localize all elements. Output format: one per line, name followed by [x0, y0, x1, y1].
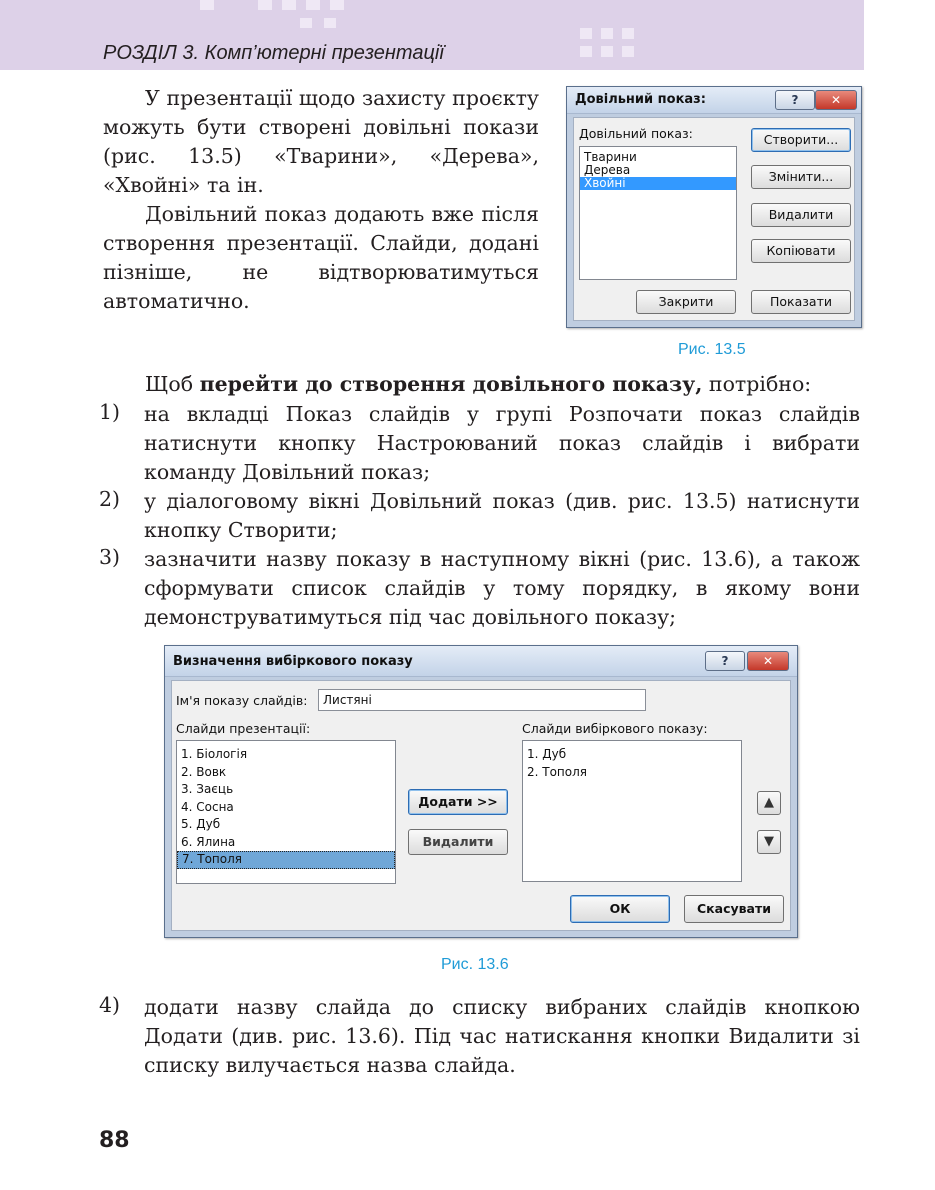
custom-show-label: Довільний показ:: [579, 126, 693, 141]
decor-square: [324, 18, 336, 28]
dialog-titlebar: [165, 646, 797, 677]
custom-show-dialog: [566, 86, 862, 328]
copy-button[interactable]: Копіювати: [751, 239, 851, 263]
list-item[interactable]: 1. Біологія: [181, 747, 248, 761]
step-1-text: на вкладці Показ слайдів у групі Розпочати показ слайдів натиснути кнопку Настроюваний показ слайдів і вибрати команду Довільний показ;: [144, 402, 860, 484]
show-name-input[interactable]: Листяні: [318, 689, 646, 711]
list-item[interactable]: Дерева: [584, 163, 631, 177]
move-up-icon[interactable]: ▲: [757, 791, 781, 815]
figure-caption-13-6: Рис. 13.6: [441, 956, 509, 973]
decor-square: [622, 28, 634, 39]
remove-button[interactable]: Видалити: [408, 829, 508, 855]
show-button[interactable]: Показати: [751, 290, 851, 314]
custom-show-slides-list[interactable]: [522, 740, 742, 882]
list-item[interactable]: 2. Вовк: [181, 764, 227, 779]
list-item-selected[interactable]: Хвойні: [580, 177, 736, 190]
intro-paragraph-2: Довільний показ додають вже після створення презентації. Слайди, додані пізніше, не відтворюватимуться автоматично.: [103, 202, 539, 313]
ok-button[interactable]: ОК: [570, 895, 670, 923]
steps-intro: Щоб перейти до створення довільного показу, потрібно:: [145, 372, 812, 396]
decor-square: [200, 0, 214, 10]
list-item[interactable]: 6. Ялина: [181, 834, 236, 849]
close-button[interactable]: Закрити: [636, 290, 736, 314]
step-3-text: зазначити назву показу в наступному вікні (рис. 13.6), а також сформувати список слайдів у тому порядку, в якому вони демонструватимуться під час довільного показу;: [144, 547, 860, 629]
edit-button[interactable]: Змінити...: [751, 165, 851, 189]
decor-square: [306, 0, 320, 10]
step-number: 2): [99, 487, 121, 511]
list-item[interactable]: 4. Сосна: [181, 799, 234, 814]
dialog-title: Визначення вибіркового показу: [173, 654, 413, 669]
list-item-selected[interactable]: 7. Тополя: [177, 851, 395, 869]
help-button[interactable]: ?: [775, 90, 815, 110]
presentation-slides-list[interactable]: [176, 740, 396, 884]
cancel-button[interactable]: Скасувати: [684, 895, 784, 923]
step-2-text: у діалоговому вікні Довільний показ (див. рис. 13.5) натиснути кнопку Створити;: [144, 489, 860, 542]
presentation-slides-label: Слайди презентації:: [176, 721, 311, 736]
close-window-button[interactable]: ✕: [747, 651, 789, 671]
define-custom-show-dialog: [164, 645, 798, 938]
step-number: 4): [99, 993, 121, 1017]
step-number: 1): [99, 400, 121, 424]
decor-square: [282, 0, 296, 10]
figure-caption-13-5: Рис. 13.5: [678, 341, 746, 358]
help-button[interactable]: ?: [705, 651, 745, 671]
list-item[interactable]: Тварини: [584, 150, 637, 164]
close-window-button[interactable]: ✕: [815, 90, 857, 110]
decor-square: [622, 46, 634, 57]
dialog-titlebar: [567, 87, 861, 114]
decor-square: [258, 0, 272, 10]
page-number: 88: [99, 1128, 130, 1153]
list-item[interactable]: 5. Дуб: [181, 817, 221, 831]
custom-show-slides-label: Слайди вибіркового показу:: [522, 721, 708, 736]
chapter-title: РОЗДІЛ 3. Комп’ютерні презентації: [103, 42, 444, 64]
decor-square: [330, 0, 344, 10]
create-button[interactable]: Створити...: [751, 128, 851, 152]
move-down-icon[interactable]: ▼: [757, 830, 781, 854]
decor-square: [601, 28, 613, 39]
delete-button[interactable]: Видалити: [751, 203, 851, 227]
step-number: 3): [99, 545, 121, 569]
show-name-label: Ім'я показу слайдів:: [176, 693, 308, 708]
step-4-text: додати назву слайда до списку вибраних слайдів кнопкою Додати (див. рис. 13.6). Під час натискання кнопки Видалити зі списку вилучається назва слайда.: [144, 995, 860, 1077]
intro-paragraph-1: У презентації щодо захисту проєкту можуть бути створені довільні покази (рис. 13.5) «Тварини», «Дерева», «Хвойні» та ін.: [103, 86, 539, 197]
decor-square: [580, 46, 592, 57]
add-button[interactable]: Додати >>: [408, 789, 508, 815]
dialog-title: Довільний показ:: [575, 92, 706, 107]
decor-square: [601, 46, 613, 57]
list-item[interactable]: 2. Тополя: [527, 764, 588, 779]
custom-show-list[interactable]: [579, 146, 737, 280]
decor-square: [300, 18, 312, 28]
list-item[interactable]: 3. Заєць: [181, 782, 234, 796]
decor-square: [580, 28, 592, 39]
list-item[interactable]: 1. Дуб: [527, 747, 567, 761]
